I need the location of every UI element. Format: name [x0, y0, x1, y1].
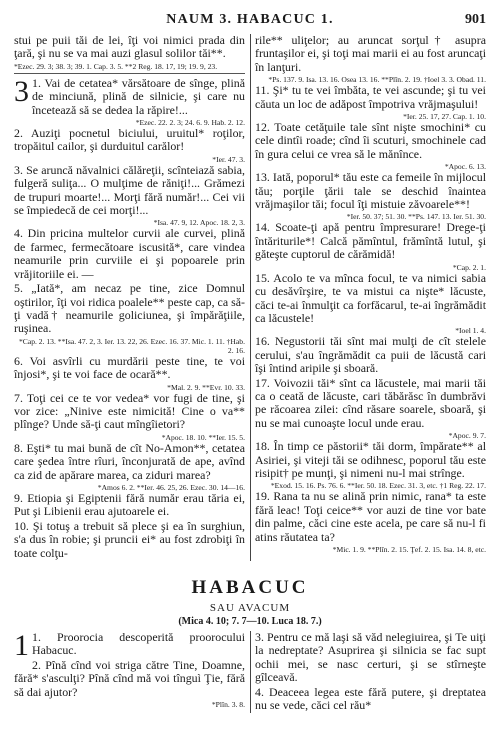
page-title: NAUM 3. HABACUC 1.: [166, 12, 334, 27]
footnote: *Ezec. 22. 2. 3; 24. 6. 9. Hab. 2. 12.: [135, 118, 245, 128]
footnote: *Plîn. 3. 8.: [211, 700, 245, 710]
footnote: *Ioel 1. 4.: [455, 326, 486, 336]
footnote: *Ier. 25. 17, 27. Cap. 1. 10.: [403, 112, 486, 122]
verse-8: 8. Eşti* tu mai bună de cît No-Amon**, cetatea care şedea între rîuri, înconjurată de ape, avînd ca zid de apărare marea, ca ziduri marea?: [14, 440, 245, 482]
footnote: *Amos 6. 2. **Ier. 46. 25, 26. Ezec. 30. 14—16.: [97, 482, 245, 492]
right-column: [255, 34, 486, 561]
verse-16: 16. Negustorii tăi sînt mai mulţi de cît stelele cerului, s'au îngrămădit ca puii de lăcustă cari îşi întind aripile şi sboară.: [255, 334, 486, 376]
verse-3: 3. Se aruncă năvalnici călăreţii, scînteiază sabia, fulgeră suliţa... O mulţime de răniţi!... Grămezi de trupuri moarte!... Morţi fără număr!... Cei vii se împiedecă de cei morţi!...: [14, 162, 245, 218]
footnote: *Apoc. 18. 10. **Ier. 15. 5.: [161, 432, 245, 442]
verse-18: 18. În timp ce păstorii* tăi dorm, împărate** al Asiriei, şi viteji tăi se odihnesc, poporul tău este risipit† pe munţi, şi nimeni nu-l mai strînge.: [255, 439, 486, 480]
footnote: *Ier. 50. 37; 51. 30. **Ps. 147. 13. Ier. 51. 30.: [346, 212, 486, 222]
footnote: *Mic. 1. 9. **Plîn. 2. 15. Ţef. 2. 15. Isa. 14. 8, etc.: [332, 545, 486, 554]
main-columns: [14, 34, 486, 561]
verse-2: 2. Pînă cînd voi striga către Tine, Doamne, fără* s'asculţi? Pînă cînd mă voi tînguì Ţie, fără să dai ajutor?: [14, 657, 245, 699]
verse-4: 4. Deaceea legea este fără putere, şi dreptatea nu se vede, căci cel rău*: [255, 684, 486, 713]
column-divider: [250, 34, 251, 561]
verse-2: 2. Auziţi pocnetul biciului, uruitul* roţilor, tropăitul cailor, şi durduitul carălor!: [14, 126, 245, 154]
footnote: *Ps. 137. 9. Isa. 13. 16. Osea 13. 16. **Plîn. 2. 19. †Ioel 3. 3. Obad. 11.: [268, 75, 486, 85]
verse-6: 6. Voi asvîrli cu murdării peste tine, te voi înjosi*, şi te voi face de ocară**.: [14, 353, 245, 382]
book-alt-name: SAU AVACUM: [209, 602, 291, 614]
verse-15: 15. Acolo te va mînca focul, te va nimici sabia cu desăvîrşire, te va mistui ca nişte* lăcuste, căci te-ai înmulţit ca forfăcarul, te-ai îngrămădit ca lăcustele!: [255, 270, 486, 325]
verse-7: 7. Toţi cei ce te vor vedea* vor fugi de tine, şi vor zice: „Ninive este nimicită! Cine o va** plînge? Unde să-ţi caut mîngîietori?: [14, 390, 245, 432]
footnote: *Exod. 15. 16. Ps. 76. 6. **Ier. 50. 18. Ezec. 31. 3, etc. †1 Reg. 22. 17.: [270, 481, 486, 491]
verse-3: 3. Pentru ce mă laşi să văd nelegiuirea, şi Te uiţi la nedreptate? Asuprirea şi silnicia se fac supt ochii mei, se nasc certuri, şi se stîrneşte gîlceavă.: [255, 630, 486, 685]
footnote: *Ezec. 29. 3; 38. 3; 39. 1. Cap. 3. 5. **2 Reg. 18. 17, 19; 19. 9, 23.: [14, 61, 218, 71]
verse-9: 9. Etiopia şi Egiptenii fără număr erau tăria ei, Put şi Libienii erau ajutoarele ei.: [14, 490, 245, 519]
verse-1: 1. Vai de cetatea* vărsătoare de sînge, plină de minciună, plină de silnicie, şi care nu încetează să se dedea la răpire!...: [32, 75, 245, 117]
book-heading: [14, 577, 486, 627]
verse-14: 14. Scoate-ţi apă pentru împresurare! Drege-ţi întăriturile*! Calcă pămîntul, frămîntă lutul, şi găteşte cuptorul de cărămidă!: [255, 220, 486, 262]
verse-continuation: rile** uliţelor; au aruncat sorţul† asupra fruntaşilor ei, şi toţi mai marii ei au fost aruncaţi în lanţuri.: [255, 33, 486, 74]
verse-1: 1. Proorocia descoperită proorocului Habacuc.: [32, 630, 245, 658]
footnote: *Isa. 47. 9, 12. Apoc. 18. 2, 3.: [153, 218, 245, 228]
verse-12: 12. Toate cetăţuile tale sînt nişte smochini* cu cele dintîi roade; cînd îi scuturi, smochinele cad în gura celui ce vrea să le mănînce.: [255, 120, 486, 161]
verse-11: 11. Şi* tu te vei îmbăta, te vei ascunde; şi tu vei căuta un loc de adăpost împotriva vrăjmaşului!: [255, 83, 486, 111]
verse-5: 5. „Iată*, am necaz pe tine, zice Domnul oştirilor, îţi voi ridica poalele** peste cap, ca să-ţi vadă† neamurile goliciunea, şi împărăţiile, ruşinea.: [14, 281, 245, 336]
footnote: *Apoc. 6. 13.: [444, 162, 486, 172]
chapter-number: 1: [14, 629, 29, 662]
book-cross-references: (Mica 4. 10; 7. 7—10. Luca 18. 7.): [178, 616, 322, 627]
bottom-left-column: [14, 631, 245, 713]
verse-13: 13. Iată, poporul* tău este ca femeile în mijlocul tău; porţile ţării tale se deschid înaintea vrăjmaşilor tăi; focul îţi mistuie zăvoarele**!: [255, 170, 486, 212]
verse-continuation: stui pe puii tăi de lei, îţi voi nimici prada din ţară, şi nu se va mai auzi glasul solilor tăi**.: [14, 33, 245, 61]
page-number: 901: [465, 12, 486, 27]
bottom-columns: [14, 631, 486, 713]
footnote: *Cap. 2. 1.: [452, 262, 486, 272]
left-column: [14, 34, 245, 561]
book-name: HABACUC: [191, 577, 309, 598]
footnote: *Ier. 47. 3.: [212, 154, 245, 164]
verse-10: 10. Şi totuş a trebuit să plece şi ea în surghiun, s'a dus în robie; şi pruncii ei* au fost zdrobiţi în toate colţu-: [14, 518, 245, 560]
footnote: *Apoc. 9. 7.: [448, 431, 486, 441]
column-divider: [250, 631, 251, 713]
bottom-right-column: [255, 631, 486, 713]
running-header: [14, 12, 486, 32]
verse-17: 17. Voivozii tăi* sînt ca lăcustele, mai marii tăi ca o ceată de lăcuste, cari tăbărăsc în dumbrăvi pe răcoarea zilei: cînd răsare soarele, sboară, şi nu se mai cunoaşte locul unde erau.: [255, 375, 486, 430]
footnote: *Mal. 2. 9. **Evr. 10. 33.: [167, 382, 245, 392]
verse-19: 19. Rana ta nu se alină prin nimic, rana* ta este fără leac! Toţi ceice** vor auzi de tine vor bate din palme, căci cine este acela, pe care să nu-l fi atins răutatea ta?: [255, 489, 486, 544]
chapter-number: 3: [14, 74, 29, 108]
footnote: *Cap. 2. 13. **Isa. 47. 2, 3. Ier. 13. 22, 26. Ezec. 16. 37. Mic. 1. 11. †Hab. 2. 16.: [18, 336, 245, 355]
verse-4: 4. Din pricina multelor curvii ale curvei, plină de farmec, fermecătoare iscusită*, care vindea neamurile prin curviile ei şi popoarele prin vrăjitoriile ei. —: [14, 226, 245, 281]
section-rule: [14, 73, 245, 74]
